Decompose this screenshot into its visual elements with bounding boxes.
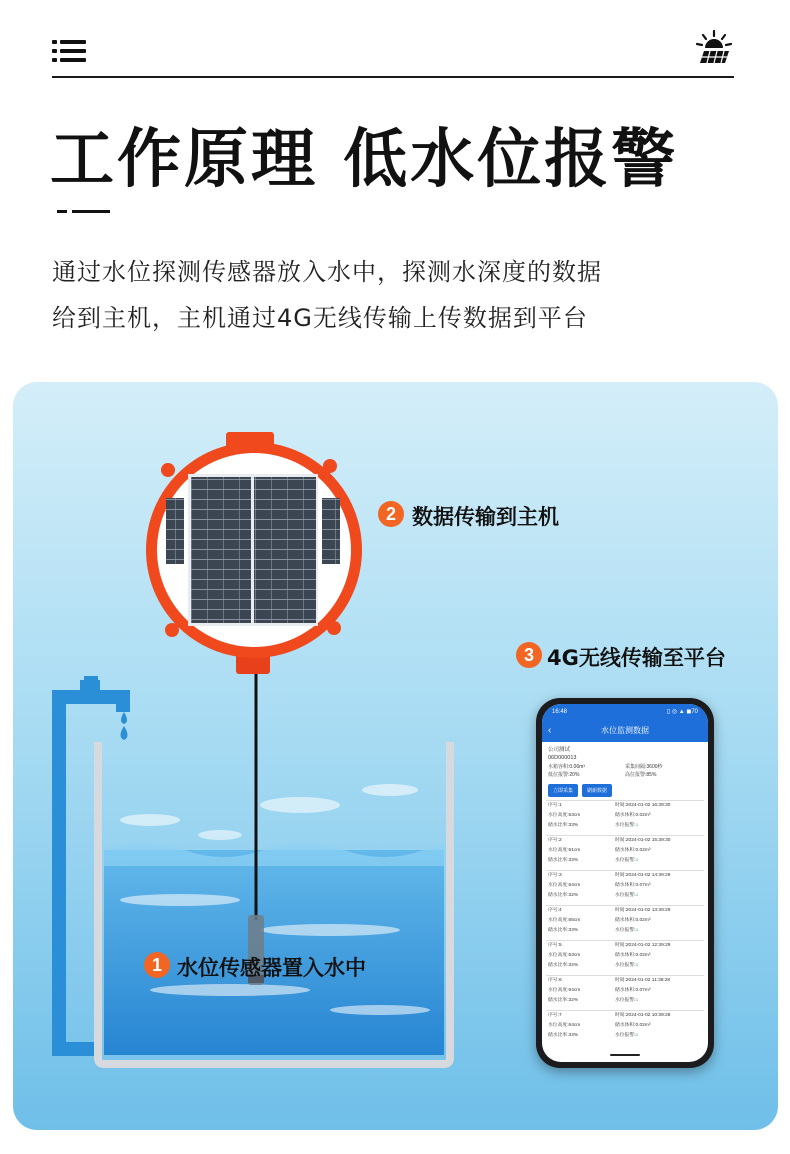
record-seq: 3: [558, 873, 562, 878]
record-time: 2024-01-02 13:39:29: [625, 908, 671, 913]
water-tank: [98, 742, 451, 1064]
record-list: [542, 800, 708, 1045]
record-field-label: 时间:: [614, 978, 626, 983]
record-level: 63cm: [568, 953, 581, 958]
stat-label: 高位报警:: [625, 771, 647, 778]
record-ratio: 33%: [568, 928, 579, 933]
bell-icon: ⌂: [635, 1033, 639, 1038]
step-2-label: 数据传输到主机: [412, 505, 559, 529]
record-time: 2024-01-02 10:39:28: [625, 1013, 671, 1018]
record-volume: 0.02m³: [635, 918, 651, 923]
record-level: 64cm: [568, 1023, 581, 1028]
phone-mockup: [536, 698, 714, 1068]
record-field-label: 储水体积:: [614, 883, 636, 888]
record-field-label: 水位高度:: [548, 953, 569, 958]
record-field-label: 水位高度:: [548, 813, 569, 818]
home-indicator: [610, 1054, 640, 1056]
record-volume: 0.07m³: [635, 883, 651, 888]
record-seq: 2: [558, 838, 562, 843]
step-1-badge: 1: [144, 952, 170, 978]
record-field-label: 序号:: [548, 978, 559, 983]
phone-screen: [542, 704, 708, 1062]
record-volume: 0.02m³: [635, 953, 651, 958]
record-time: 2024-01-02 11:39:28: [625, 978, 671, 983]
record-field-label: 水位高度:: [548, 883, 569, 888]
step-3-badge: 3: [516, 642, 542, 668]
page-title: 工作原理 低水位报警: [50, 123, 679, 197]
record-row: [546, 800, 704, 835]
company-name: 公司测试: [548, 747, 571, 753]
record-row: [546, 1010, 704, 1045]
record-field-label: 序号:: [548, 803, 559, 808]
record-field-label: 时间:: [614, 943, 626, 948]
record-field-label: 储水体积:: [614, 918, 636, 923]
record-field-label: 储水体积:: [614, 813, 636, 818]
record-ratio: 33%: [568, 858, 579, 863]
record-field-label: 时间:: [614, 803, 626, 808]
record-ratio: 32%: [568, 963, 579, 968]
record-row: [546, 835, 704, 870]
record-time: 2024-01-02 12:39:29: [625, 943, 671, 948]
phone-status-bar: [542, 704, 708, 720]
record-row: [546, 905, 704, 940]
stat-label: 水箱容积:: [548, 764, 570, 770]
step-1-label: 水位传感器置入水中: [177, 956, 366, 980]
status-icons: ▯ ◎ ▲ ◼70: [666, 709, 698, 715]
record-field-label: 水位高度:: [548, 848, 569, 853]
device-info: [542, 742, 708, 762]
record-seq: 1: [558, 803, 562, 808]
stat-value: 3600秒: [646, 764, 663, 770]
step-2-badge: 2: [378, 501, 404, 527]
record-ratio: 32%: [568, 998, 579, 1003]
record-field-label: 序号:: [548, 1013, 559, 1018]
step-3-label: 4G无线传输至平台: [547, 646, 726, 670]
record-row: [546, 975, 704, 1010]
description-line-1: 通过水位探测传感器放入水中，探测水深度的数据: [52, 258, 602, 286]
record-ratio: 32%: [568, 893, 579, 898]
record-field-label: 储水比率:: [548, 858, 569, 863]
record-time: 2024-01-02 15:39:30: [625, 838, 671, 843]
record-field-label: 序号:: [548, 943, 559, 948]
record-field-label: 水位报警:: [614, 858, 636, 863]
record-field-label: 储水比率:: [548, 1033, 569, 1038]
record-seq: 7: [558, 1013, 562, 1018]
device-stats: [542, 762, 708, 781]
back-arrow-icon[interactable]: ‹: [548, 725, 552, 736]
bell-icon: ⌂: [635, 928, 639, 933]
record-field-label: 储水体积:: [614, 1023, 636, 1028]
record-field-label: 储水体积:: [614, 953, 636, 958]
stat-label: 低位报警:: [548, 771, 570, 778]
record-seq: 5: [558, 943, 562, 948]
record-field-label: 序号:: [548, 908, 559, 913]
bell-icon: ⌂: [635, 963, 639, 968]
record-level: 64cm: [568, 883, 581, 888]
record-field-label: 序号:: [548, 873, 559, 878]
record-field-label: 水位高度:: [548, 1023, 569, 1028]
record-field-label: 水位报警:: [614, 893, 636, 898]
stat-value: 0.06m³: [569, 764, 585, 770]
status-time: 16:48: [552, 709, 568, 715]
record-field-label: 储水比率:: [548, 823, 569, 828]
record-field-label: 水位报警:: [614, 823, 636, 828]
bell-icon: ⌂: [635, 823, 639, 828]
bell-icon: ⌂: [635, 998, 639, 1003]
stat-value: 20%: [569, 771, 580, 778]
record-ratio: 33%: [568, 1033, 579, 1038]
record-field-label: 储水体积:: [614, 848, 636, 853]
record-field-label: 时间:: [614, 838, 626, 843]
refresh-data-button[interactable]: 刷新数据: [582, 784, 612, 797]
solar-host-device: [146, 432, 362, 674]
record-field-label: 储水比率:: [548, 998, 569, 1003]
record-field-label: 储水比率:: [548, 893, 569, 898]
record-ratio: 33%: [568, 823, 579, 828]
collect-now-button[interactable]: 立即采集: [548, 784, 578, 797]
record-volume: 0.02m³: [635, 813, 651, 818]
app-title-bar: [542, 720, 708, 742]
record-level: 64cm: [568, 988, 581, 993]
record-field-label: 水位报警:: [614, 963, 636, 968]
app-title: 水位监测数据: [601, 726, 649, 735]
record-seq: 4: [558, 908, 562, 913]
record-volume: 0.02m³: [635, 1023, 651, 1028]
action-buttons: [542, 781, 708, 800]
record-time: 2024-01-02 14:39:29: [625, 873, 671, 878]
record-level: 63cm: [568, 813, 581, 818]
record-field-label: 水位报警:: [614, 998, 636, 1003]
record-level: 65cm: [568, 918, 581, 923]
record-field-label: 时间:: [614, 908, 626, 913]
record-row: [546, 940, 704, 975]
bell-icon: ⌂: [635, 893, 639, 898]
device-id: 06D000013: [548, 755, 577, 761]
record-field-label: 水位高度:: [548, 988, 569, 993]
record-field-label: 储水体积:: [614, 988, 636, 993]
record-field-label: 储水比率:: [548, 928, 569, 933]
bell-icon: ⌂: [635, 858, 639, 863]
record-time: 2024-01-02 16:39:30: [625, 803, 671, 808]
record-volume: 0.07m³: [635, 988, 651, 993]
stat-value: 85%: [646, 771, 657, 778]
record-field-label: 储水比率:: [548, 963, 569, 968]
record-field-label: 水位报警:: [614, 928, 636, 933]
description-line-2: 给到主机，主机通过4G无线传输上传数据到平台: [52, 304, 588, 332]
record-field-label: 序号:: [548, 838, 559, 843]
record-seq: 6: [558, 978, 562, 983]
record-field-label: 时间:: [614, 873, 626, 878]
record-field-label: 水位高度:: [548, 918, 569, 923]
record-field-label: 时间:: [614, 1013, 626, 1018]
record-volume: 0.02m³: [635, 848, 651, 853]
record-field-label: 水位报警:: [614, 1033, 636, 1038]
stat-label: 采集间隔:: [625, 764, 647, 770]
record-row: [546, 870, 704, 905]
record-level: 61cm: [568, 848, 581, 853]
